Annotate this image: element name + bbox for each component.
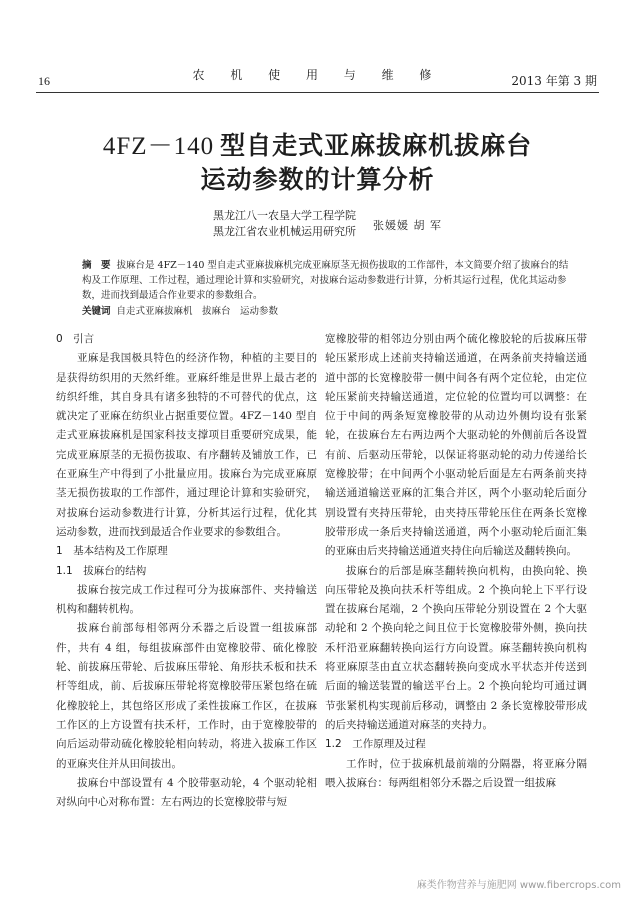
- right-column: [325, 330, 587, 793]
- keywords-text: 自走式亚麻拔麻机 拔麻台 运动参数: [116, 306, 279, 317]
- paragraph: 拔麻台中部设置有 4 个胶带驱动轮，4 个驱动轮相对纵向中心对称布置：左右两边的长宽橡胶带与短: [56, 776, 317, 809]
- abstract-label: 摘 要: [82, 260, 111, 271]
- article-title-line2: 运动参数的计算分析: [200, 165, 435, 194]
- title-model-prefix: 4FZ－140: [102, 133, 215, 160]
- header-rule: [36, 92, 599, 93]
- section-heading: 1 基本结构及工作原理: [56, 545, 168, 558]
- abstract: [82, 258, 574, 303]
- authors: 张媛媛 胡 军: [373, 219, 442, 232]
- section-heading: 1.1 拔麻台的结构: [56, 564, 147, 577]
- page-number: 16: [38, 74, 50, 88]
- abstract-text: 拔麻台是 4FZ－140 型自走式亚麻拔麻机完成亚麻原茎无损伤拔取的工作部件，本文简要介绍了拔麻台的结构及工作原理、工作过程，通过理论计算和实验研究，对拔麻台运动参数进行计算，分析其运行过程，优化其运动参数，进而找到最适合作业要求的参数组合。: [82, 260, 569, 301]
- left-column: [56, 330, 317, 812]
- keywords: [82, 303, 278, 317]
- issue-label: 2013 年第 3 期: [511, 74, 597, 88]
- paragraph: 拔麻台按完成工作过程可分为拔麻部件、夹持输送机构和翻转机构。: [56, 583, 317, 616]
- section-heading: 1.2 工作原理及过程: [325, 738, 426, 751]
- article-title-line1: [0, 128, 635, 164]
- paragraph: 拔麻台的后部是麻茎翻转换向机构，由换向轮、换向压带轮及换向扶禾杆等组成。2 个换向轮上下平行设置在拔麻台尾端，2 个换向压带轮分别设置在 2 个大驱动轮和 2 个换向轮之间且位于长宽橡胶带外侧，换向扶禾杆沿亚麻翻转换向运行方向设置。麻茎翻转换向机构将亚麻原茎由直立状态翻转换向变成水平状态并传送到后面的输送装置的输送平台上。2 个换向轮均可通过调节张紧机构实现前后移动，调整由 2 条长宽橡胶带形成的后夹持输送通道对麻茎的夹持力。: [325, 564, 587, 731]
- watermark: 麻类作物营养与施肥网 www.fibercrops.com: [416, 880, 621, 891]
- paragraph: 拔麻台前部每相邻两分禾器之后设置一组拔麻部件，共有 4 组，每组拔麻部件由宽橡胶带、硫化橡胶轮、前拔麻压带轮、后拔麻压带轮、角形扶禾板和扶禾杆等组成，前、后拔麻压带轮将宽橡胶带压紧包络在硫化橡胶轮上，其包络区形成了柔性拔麻工作区，在拔麻工作区的上方设置有扶禾杆，工作时，由于宽橡胶带的向后运动带动硫化橡胶轮相向转动，将进入拔麻工作区的亚麻夹住并从田间拔出。: [56, 622, 317, 770]
- section-heading: 0 引言: [56, 333, 95, 345]
- paragraph: 工作时，位于拔麻机最前端的分隔器，将亚麻分隔喂入拔麻台：每两组相邻分禾器之后设置一组拔麻: [325, 757, 587, 789]
- paragraph: 亚麻是我国极具特色的经济作物，种植的主要目的是获得纺织用的天然纤维。亚麻纤维是世界上最古老的纺织纤维，其自身具有诸多独特的不可替代的优点，这就决定了亚麻在纺织业占据重要位置。4FZ－140 型自走式亚麻拔麻机是国家科技支撑项目重要研究成果，能完成亚麻原茎的无损伤拔取、有序翻转及铺放工作，已在亚麻生产中得到了小批量应用。拔麻台为完成亚麻原茎无损伤拔取的工作部件，通过理论计算和实验研究，对拔麻台运动参数进行计算，分析其运行过程，优化其运动参数，进而找到最适合作业要求的参数组合。: [56, 352, 317, 538]
- affiliation-1: 黑龙江八一农垦大学工程学院: [213, 209, 356, 222]
- journal-name: 农 机 使 用 与 维 修: [192, 68, 443, 82]
- affiliation-2: 黑龙江省农业机械运用研究所: [213, 225, 356, 238]
- affiliations: [213, 208, 356, 240]
- paragraph: 宽橡胶带的相邻边分别由两个硫化橡胶轮的后拔麻压带轮压紧形成上述前夹持输送通道，在两条前夹持输送通道中部的长宽橡胶带一侧中间各有两个定位轮，由定位轮压紧前夹持输送通道，定位轮的位置均可以调整：在位于中间的两条短宽橡胶带的从动边外侧均设有张紧轮，在拔麻台左右两边两个大驱动轮的外侧前后各设置有前、后驱动压带轮，以保证将驱动轮的动力传递给长宽橡胶带；在中间两个小驱动轮后面是左右两条前夹持输送通道输送亚麻的汇集合并区，两个小驱动轮后面分别设置有夹持压带轮，由夹持压带轮压住在两条长宽橡胶带形成一条后夹持输送通道，两个小驱动轮后面汇集的亚麻由后夹持输送通道夹持住向后输送及翻转换向。: [325, 333, 587, 558]
- title-line1-text: 型自走式亚麻拔麻机拔麻台: [220, 131, 533, 160]
- page-header: [0, 62, 635, 92]
- keywords-label: 关键词: [82, 306, 111, 317]
